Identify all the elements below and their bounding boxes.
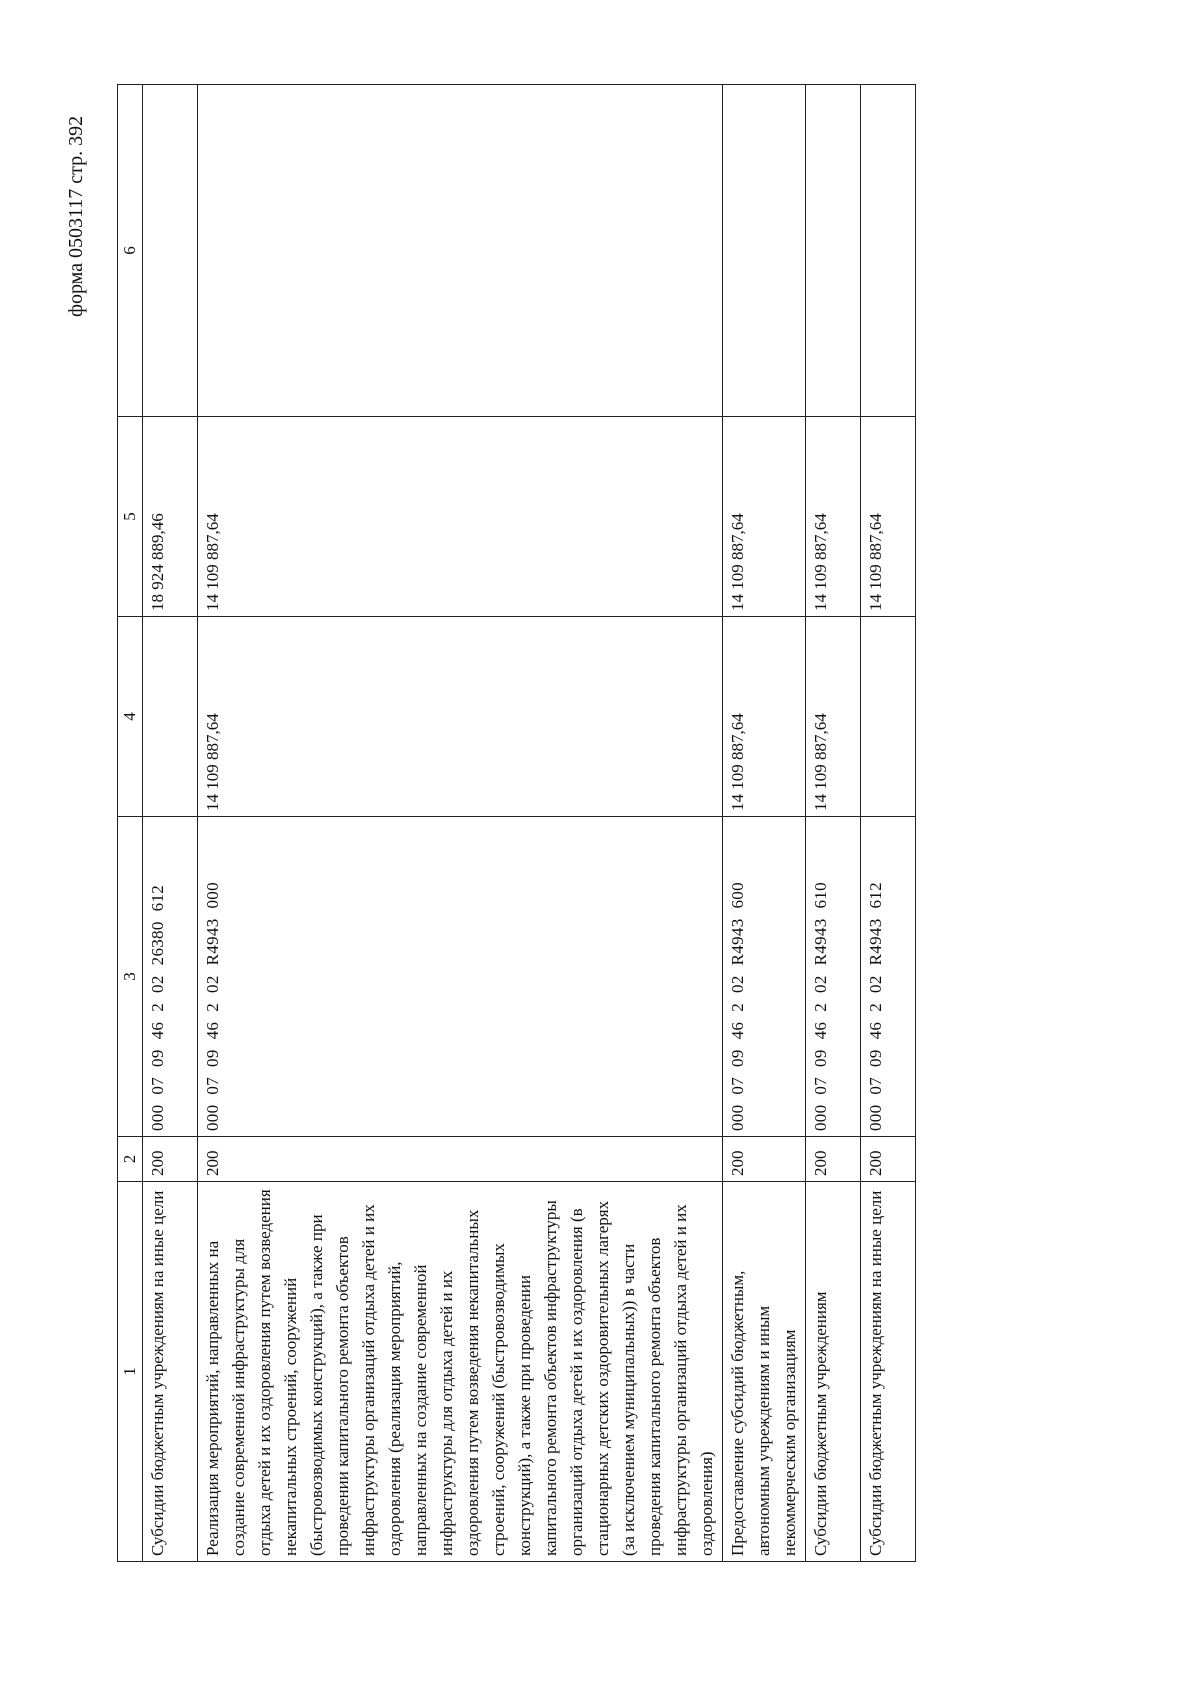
approved-amount [861, 617, 916, 817]
column-number: 6 [118, 85, 143, 417]
not-executed-amount [198, 85, 723, 417]
classification-code: 000070946202R4943612 [861, 817, 916, 1137]
line-code: 200 [723, 1137, 806, 1182]
form-page-label: форма 0503117 стр. 392 [65, 115, 87, 317]
executed-amount: 14 109 887,64 [806, 417, 861, 617]
not-executed-amount [806, 85, 861, 417]
not-executed-amount [861, 85, 916, 417]
classification-code: 000070946202R4943610 [806, 817, 861, 1137]
executed-amount: 14 109 887,64 [198, 417, 723, 617]
column-number: 2 [118, 1137, 143, 1182]
column-number: 3 [118, 817, 143, 1137]
row-name: Субсидии бюджетным учреждениям [806, 1182, 861, 1562]
table-row [143, 85, 198, 1562]
row-name: Предоставление субсидий бюджетным, автономным учреждениям и иным некоммерческим организациям [723, 1182, 806, 1562]
table-row [806, 85, 861, 1562]
column-number-row [118, 85, 143, 1562]
line-code: 200 [861, 1137, 916, 1182]
approved-amount [143, 617, 198, 817]
column-number: 5 [118, 417, 143, 617]
column-number: 1 [118, 1182, 143, 1562]
table-row [198, 85, 723, 1562]
approved-amount: 14 109 887,64 [198, 617, 723, 817]
approved-amount: 14 109 887,64 [723, 617, 806, 817]
executed-amount: 18 924 889,46 [143, 417, 198, 617]
classification-code: 00007094620226380612 [143, 817, 198, 1137]
classification-code: 000070946202R4943600 [723, 817, 806, 1137]
executed-amount: 14 109 887,64 [723, 417, 806, 617]
executed-amount: 14 109 887,64 [861, 417, 916, 617]
table-row [861, 85, 916, 1562]
line-code: 200 [143, 1137, 198, 1182]
approved-amount: 14 109 887,64 [806, 617, 861, 817]
line-code: 200 [198, 1137, 723, 1182]
not-executed-amount [723, 85, 806, 417]
table-row [723, 85, 806, 1562]
row-name: Реализация мероприятий, направленных на создание современной инфраструктуры для отдыха детей и их оздоровления путем возведения некапитальных строений, сооружений (быстровозводимых конструкций), а также при проведении капитального ремонта объектов инфраструктуры организаций отдыха детей и их оздоровления (реализация мероприятий, направленных на создание современной инфраструктуры для отдыха детей и их оздоровления путем возведения некапитальных строений, сооружений (быстровозводимых конструкций), а также при проведении капитального ремонта объектов инфраструктуры организаций отдыха детей и их оздоровления (в стационарных детских оздоровительных лагерях (за исключением муниципальных)) в части проведения капитального ремонта объектов инфраструктуры организаций отдыха детей и их оздоровления) [198, 1182, 723, 1562]
row-name: Субсидии бюджетным учреждениям на иные цели [861, 1182, 916, 1562]
column-number: 4 [118, 617, 143, 817]
line-code: 200 [806, 1137, 861, 1182]
budget-table [117, 84, 916, 1562]
row-name: Субсидии бюджетным учреждениям на иные цели [143, 1182, 198, 1562]
not-executed-amount [143, 85, 198, 417]
classification-code: 000070946202R4943000 [198, 817, 723, 1137]
